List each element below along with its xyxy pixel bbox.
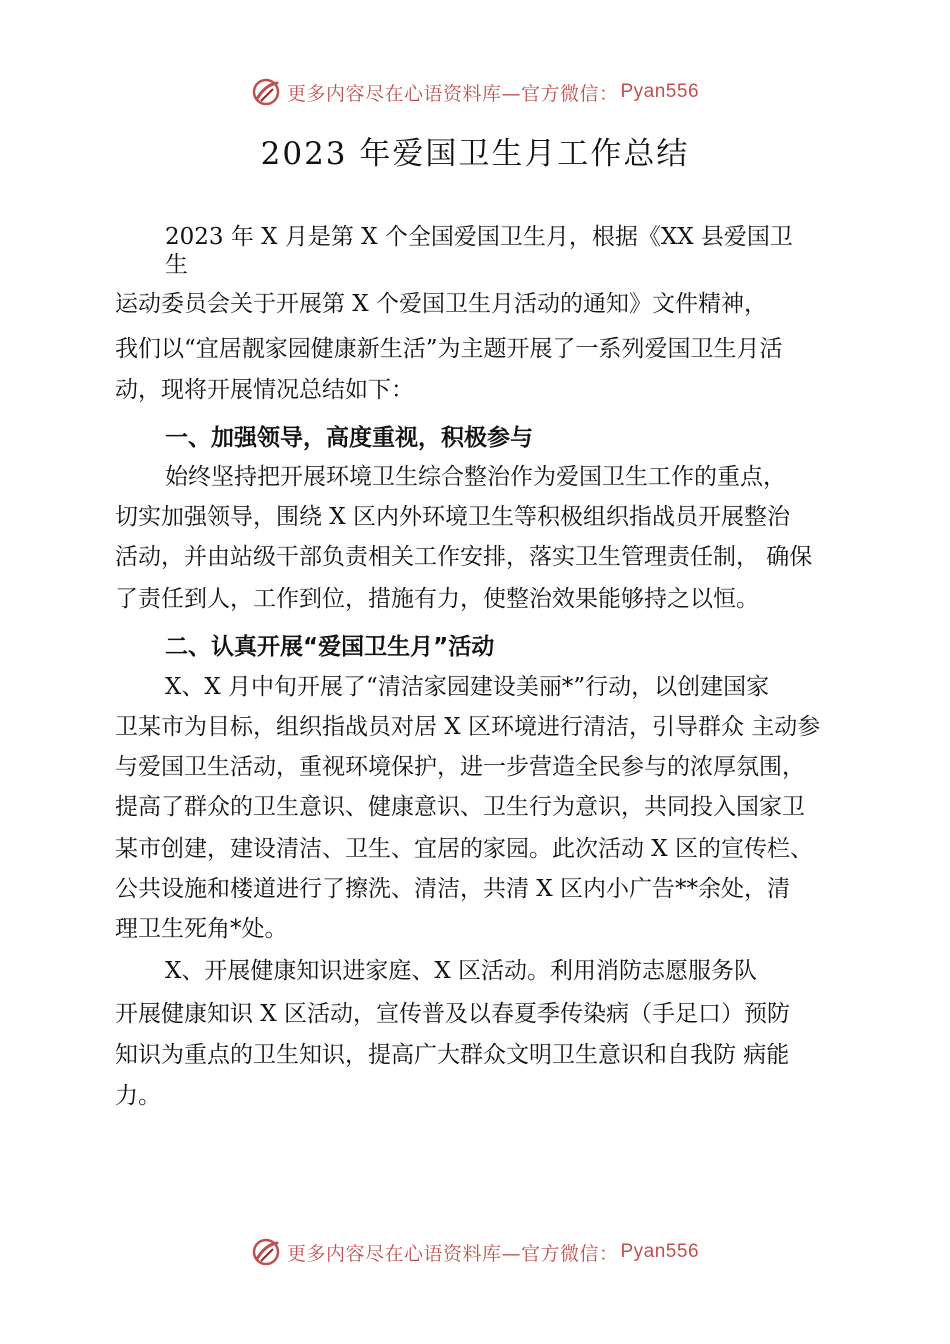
section1-line: 活动，并由站级干部负责相关工作安排，落实卫生管理责任制， 确保 bbox=[115, 544, 813, 570]
logo-icon bbox=[251, 77, 281, 107]
section2-line: 提高了群众的卫生意识、健康意识、卫生行为意识，共同投入国家卫 bbox=[115, 794, 805, 820]
section2-line: 理卫生死角*处。 bbox=[115, 916, 288, 942]
section2-line: X、X 月中旬开展了“清洁家园建设美丽*”行动，以创建国家 bbox=[165, 674, 770, 700]
section1-line: 了责任到人，工作到位，措施有力，使整治效果能够持之以恒。 bbox=[115, 586, 759, 612]
watermark-text: 更多内容尽在心语资料库—官方微信： bbox=[286, 1242, 619, 1265]
section2-line: 与爱国卫生活动，重视环境保护，进一步营造全民参与的浓厚氛围， bbox=[115, 754, 805, 780]
section1-line: 始终坚持把开展环境卫生综合整治作为爱国卫生工作的重点， bbox=[165, 464, 786, 490]
section1-line: 切实加强领导，围绕 X 区内外环境卫生等积极组织指战员开展整治 bbox=[115, 504, 790, 530]
document-title: 2023 年爱国卫生月工作总结 bbox=[260, 136, 690, 172]
intro-line: 动，现将开展情况总结如下： bbox=[115, 377, 414, 403]
section1-heading: 一、加强领导，高度重视，积极参与 bbox=[165, 425, 533, 451]
section2-line: 开展健康知识 X 区活动，宣传普及以春夏季传染病（手足口）预防 bbox=[115, 1001, 790, 1027]
intro-line: 运动委员会关于开展第 X 个爱国卫生月活动的通知》文件精神， bbox=[115, 291, 767, 317]
intro-line: 生 bbox=[165, 252, 188, 278]
section2-line: 某市创建，建设清洁、卫生、宜居的家园。此次活动 X 区的宣传栏、 bbox=[115, 836, 813, 862]
section2-line: 力。 bbox=[115, 1083, 161, 1109]
section2-heading: 二、认真开展“爱国卫生月”活动 bbox=[165, 634, 495, 660]
intro-line: 我们以“宜居靓家园健康新生活”为主题开展了一系列爱国卫生月活 bbox=[115, 336, 783, 362]
watermark-handle: Pyan556 bbox=[620, 1241, 700, 1262]
section2-line: X、开展健康知识进家庭、X 区活动。利用消防志愿服务队 bbox=[165, 958, 758, 984]
section2-line: 卫某市为目标，组织指战员对居 X 区环境进行清洁，引导群众 主动参 bbox=[115, 714, 821, 740]
intro-line: 2023 年 X 月是第 X 个全国爱国卫生月，根据《XX 县爱国卫 bbox=[165, 224, 793, 250]
watermark-handle: Pyan556 bbox=[620, 81, 700, 102]
logo-icon bbox=[251, 1237, 281, 1267]
section2-line: 公共设施和楼道进行了擦洗、清洁，共清 X 区内小广告**余处，清 bbox=[115, 876, 790, 902]
watermark-banner-top bbox=[0, 72, 950, 112]
section2-line: 知识为重点的卫生知识，提高广大群众文明卫生意识和自我防 病能 bbox=[115, 1042, 790, 1068]
watermark-text: 更多内容尽在心语资料库—官方微信： bbox=[286, 82, 619, 105]
watermark-banner-bottom bbox=[0, 1232, 950, 1272]
